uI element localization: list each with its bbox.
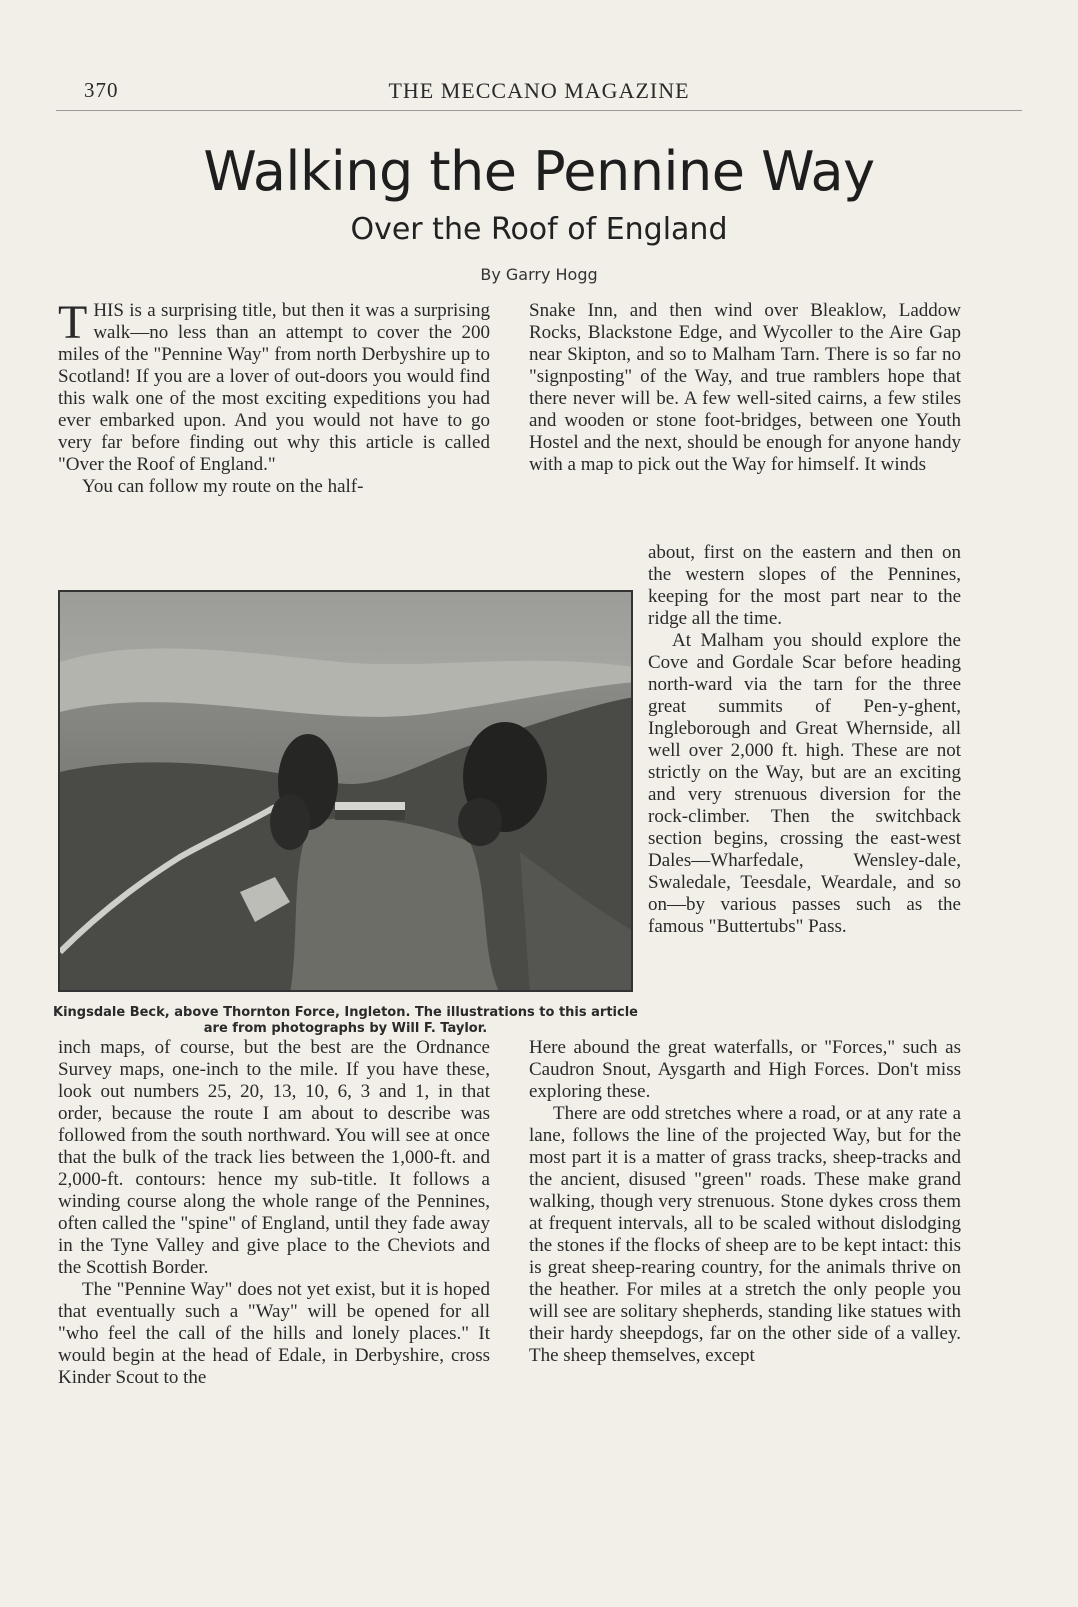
intro-text: HIS is a surprising title, but then it was a surprising walk—no less than an attempt to cover the 200 miles of the "Pennine Way" from north Derbyshire up to Scotland! If you are a lover of out-doors you would find this walk one of the most exciting expeditions you had ever embarked upon. And you would not have to go very far before finding out why this article is called "Over the Roof of England.": [58, 300, 490, 475]
paragraph: Snake Inn, and then wind over Bleaklow, Laddow Rocks, Blackstone Edge, and Wycoller to the Aire Gap near Skipton, and so to Malham Tarn. There is so far no "signposting" of the Way, and true ramblers hope that there never will be. A few well-sited cairns, a few stiles and wooden or stone foot-bridges, between one Youth Hostel and the next, should be enough for anyone handy with a map to pick out the Way for himself. It winds: [529, 300, 961, 475]
right-column-top: [529, 300, 961, 476]
article-subtitle: Over the Roof of England: [350, 212, 728, 247]
article-title: Walking the Pennine Way: [203, 140, 875, 203]
left-column-bottom: [58, 1037, 490, 1389]
paragraph: You can follow my route on the half-: [82, 476, 364, 497]
magazine-title: THE MECCANO MAGAZINE: [388, 78, 690, 103]
intro-paragraph: [58, 296, 490, 476]
paragraph: The "Pennine Way" does not yet exist, but it is hoped that eventually such a "Way" will be opened for all "who feel the call of the hills and lonely places." It would begin at the head of Edale, in Derbyshire, cross Kinder Scout to the: [58, 1279, 490, 1388]
paragraph: Here abound the great waterfalls, or "Forces," such as Caudron Snout, Aysgarth and High Forces. Don't miss exploring these.: [529, 1037, 961, 1102]
landscape-photo: [58, 590, 633, 992]
article-byline: By Garry Hogg: [480, 265, 598, 284]
paragraph: There are odd stretches where a road, or at any rate a lane, follows the line of the projected Way, but for the most part it is a matter of grass tracks, sheep-tracks and the ancient, disused "green" roads. These make grand walking, though very strenuous. Stone dykes cross them at frequent intervals, all to be scaled without dislodging the stones if the flocks of sheep are to be kept intact: this is great sheep-rearing country, for the animals thrive on the heather. For miles at a stretch the only people you will see are solitary shepherds, standing like statues with their hardy sheepdogs, far on the other side of a valley. The sheep themselves, except: [529, 1103, 961, 1366]
valley-illustration: [60, 592, 633, 992]
paragraph: At Malham you should explore the Cove and Gordale Scar before heading north-ward via the tarn for the three great summits of Pen-y-ghent, Ingleborough and Great Whernside, all well over 2,000 ft. high. These are not strictly on the Way, but are an exciting and very strenuous diversion for the rock-climber. Then the switchback section begins, crossing the east-west Dales—Wharfedale, Wensley-dale, Swaledale, Teesdale, Weardale, and so on—by various passes such as the famous "Buttertubs" Pass.: [648, 630, 961, 937]
right-column-bottom: [529, 1037, 961, 1367]
drop-cap: T: [58, 296, 88, 349]
header-rule: [56, 110, 1022, 111]
right-column-narrow: [648, 542, 961, 938]
photo-caption: Kingsdale Beck, above Thornton Force, Ingleton. The illustrations to this article are from photographs by Will F. Taylor.: [53, 1005, 638, 1036]
paragraph: inch maps, of course, but the best are the Ordnance Survey maps, one-inch to the mile. If you have these, look out numbers 25, 20, 13, 10, 6, 3 and 1, in that order, because the route I am about to describe was followed from the south northward. You will see at once that the bulk of the track lies between the 1,000-ft. and 2,000-ft. contours: hence my sub-title. It follows a winding course along the whole range of the Pennines, often called the "spine" of England, until they fade away in the Tyne Valley and give place to the Cheviots and the Scottish Border.: [58, 1037, 490, 1278]
paragraph: about, first on the eastern and then on the western slopes of the Pennines, keeping for the most part near to the ridge all the time.: [648, 542, 961, 629]
left-column-top: [58, 296, 490, 498]
page-number: 370: [84, 78, 119, 102]
